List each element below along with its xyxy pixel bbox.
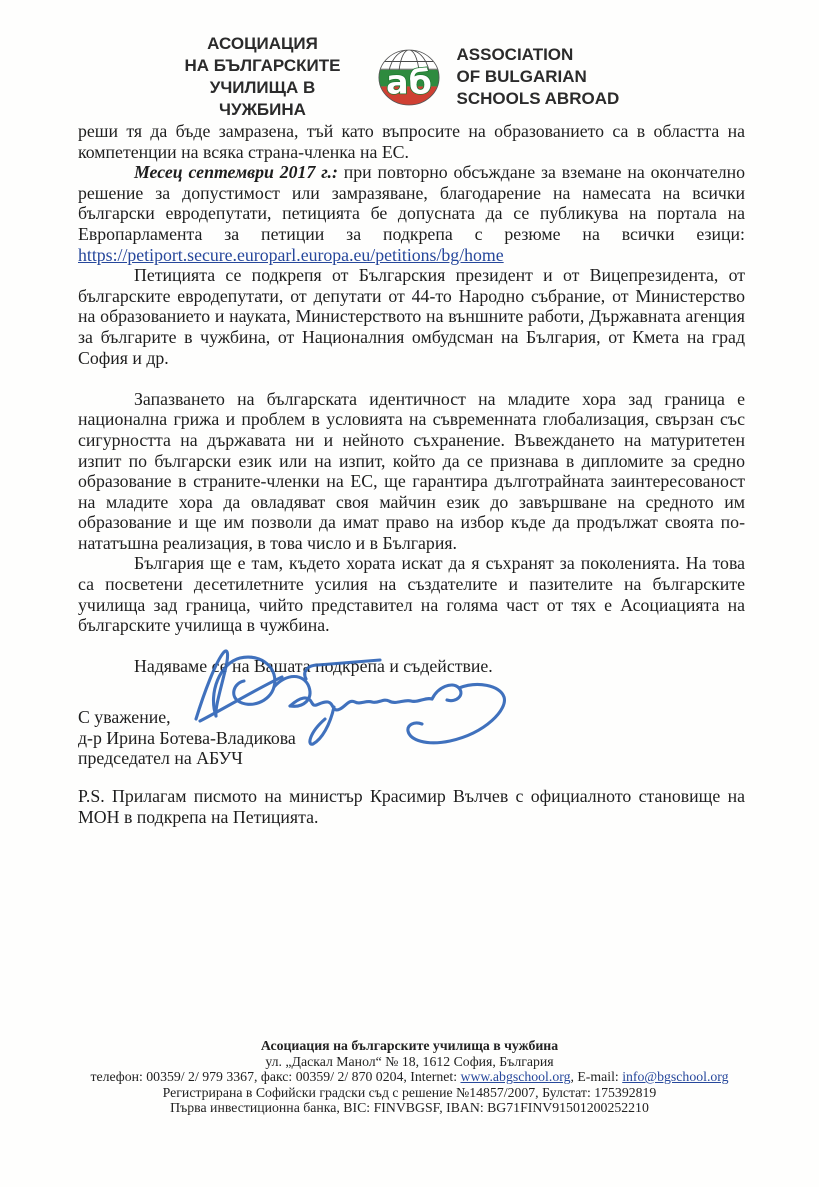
footer-registration: Регистрирана в Софийски градски съд с решение №14857/2007, Булстат: 175392819 — [162, 1084, 657, 1100]
signature-closing: С уважение, — [78, 707, 171, 727]
paragraph-bulgaria: България ще е там, където хората искат да я съхранят за поколенията. На това са посветени десетилетните усилия на създателите и пазителите на българските училища зад граница, чийто представител на голяма част от тях е Асоциацията на българските училища в чужбина. — [78, 553, 745, 636]
website-link[interactable]: www.abgschool.org — [460, 1069, 571, 1085]
logo-letters: аб — [385, 62, 432, 101]
date-lead: Месец септември 2017 г.: — [134, 162, 338, 183]
paragraph-identity: Запазването на българската идентичност на младите хора зад граница е национална грижа и проблем в условията на съвременната глобализация, свързан със сигурността на държавата ни и нейното съхранение. Въвеждането на матуритетен изпит по български език или на изпит, който да се признава в дипломите за средно образование в страните-членки на ЕС, ще гарантира дълготрайната заинтересованост на младите хора да овладяват своя майчин език до завършване на средното им образование и ще им позволи да имат право на избор къде да продължат своята по-нататъшна реализация, в това число и в България. — [78, 388, 745, 553]
footer-contacts — [40, 1069, 779, 1085]
org-name-bulgarian — [165, 33, 361, 121]
org-name-bg-line: АСОЦИАЦИЯ — [207, 34, 318, 53]
org-name-en-line: ASSOCIATION — [456, 45, 574, 64]
paragraph-intro-continuation: реши тя да бъде замразена, тъй като въпросите на образованието са в областта на компетенции на всяка страна-членка на ЕС. — [78, 121, 745, 162]
org-name-en-line: OF BULGARIAN — [456, 67, 587, 86]
paragraph-supporters: Петицията се подкрепя от Българския президент и от Вицепрезидента, от българските евродепутати, от депутати от 44-то Народно събрание, от Министерство на образованието и науката, Министерството на външните работи, Държавната агенция за българите в чужбина, от Националния омбудсман на България, от Кмета на град София и др. — [78, 265, 745, 368]
org-logo-globe-flag-icon — [377, 48, 441, 107]
signatory-title: председател на АБУЧ — [78, 748, 243, 769]
letter-body — [78, 121, 745, 677]
signatory-name: д-р Ирина Ботева-Владикова — [78, 727, 296, 748]
org-name-bg-line: УЧИЛИЩА В ЧУЖБИНА — [209, 78, 316, 119]
footer-org-name: Асоциация на българските училища в чужбина — [260, 1038, 559, 1053]
footer-contacts-mid: , E-mail: — [570, 1069, 623, 1085]
september-text: при повторно обсъждане за вземане на окончателно решение за допустимост или замразяване, благодарение на намесата на всички български евродепутати, петицията бе допусната да се публикува на портала на Европарламента за петиции за подкрепа с резюме на всички езици: — [78, 162, 745, 244]
signature-block — [78, 707, 296, 769]
footer-bank: Първа инвестиционна банка, BIC: FINVBGSF, IBAN: BG71FINV91501200252210 — [170, 1100, 649, 1116]
paragraph-hope: Надяваме се на Вашата подкрепа и съдействие. — [134, 656, 493, 677]
org-name-english — [457, 44, 627, 110]
org-name-bg-line: НА БЪЛГАРСКИТЕ — [184, 56, 341, 75]
footer — [40, 1038, 779, 1116]
footer-address: ул. „Даскал Манол“ № 18, 1612 София, България — [265, 1053, 554, 1069]
footer-contacts-pre: телефон: 00359/ 2/ 979 3367, факс: 00359/ 2/ 870 0204, Internet: — [90, 1069, 461, 1085]
paragraph-september-2017 — [78, 162, 745, 265]
petition-portal-link[interactable]: https://petiport.secure.europarl.europa.eu/petitions/bg/home — [78, 244, 504, 265]
letterhead — [0, 33, 805, 121]
email-link[interactable]: info@bgschool.org — [622, 1069, 729, 1085]
org-name-en-line: SCHOOLS ABROAD — [456, 89, 620, 108]
postscript: P.S. Прилагам писмото на министър Красимир Вълчев с официалното становище на МОН в подкрепа на Петицията. — [78, 786, 745, 827]
